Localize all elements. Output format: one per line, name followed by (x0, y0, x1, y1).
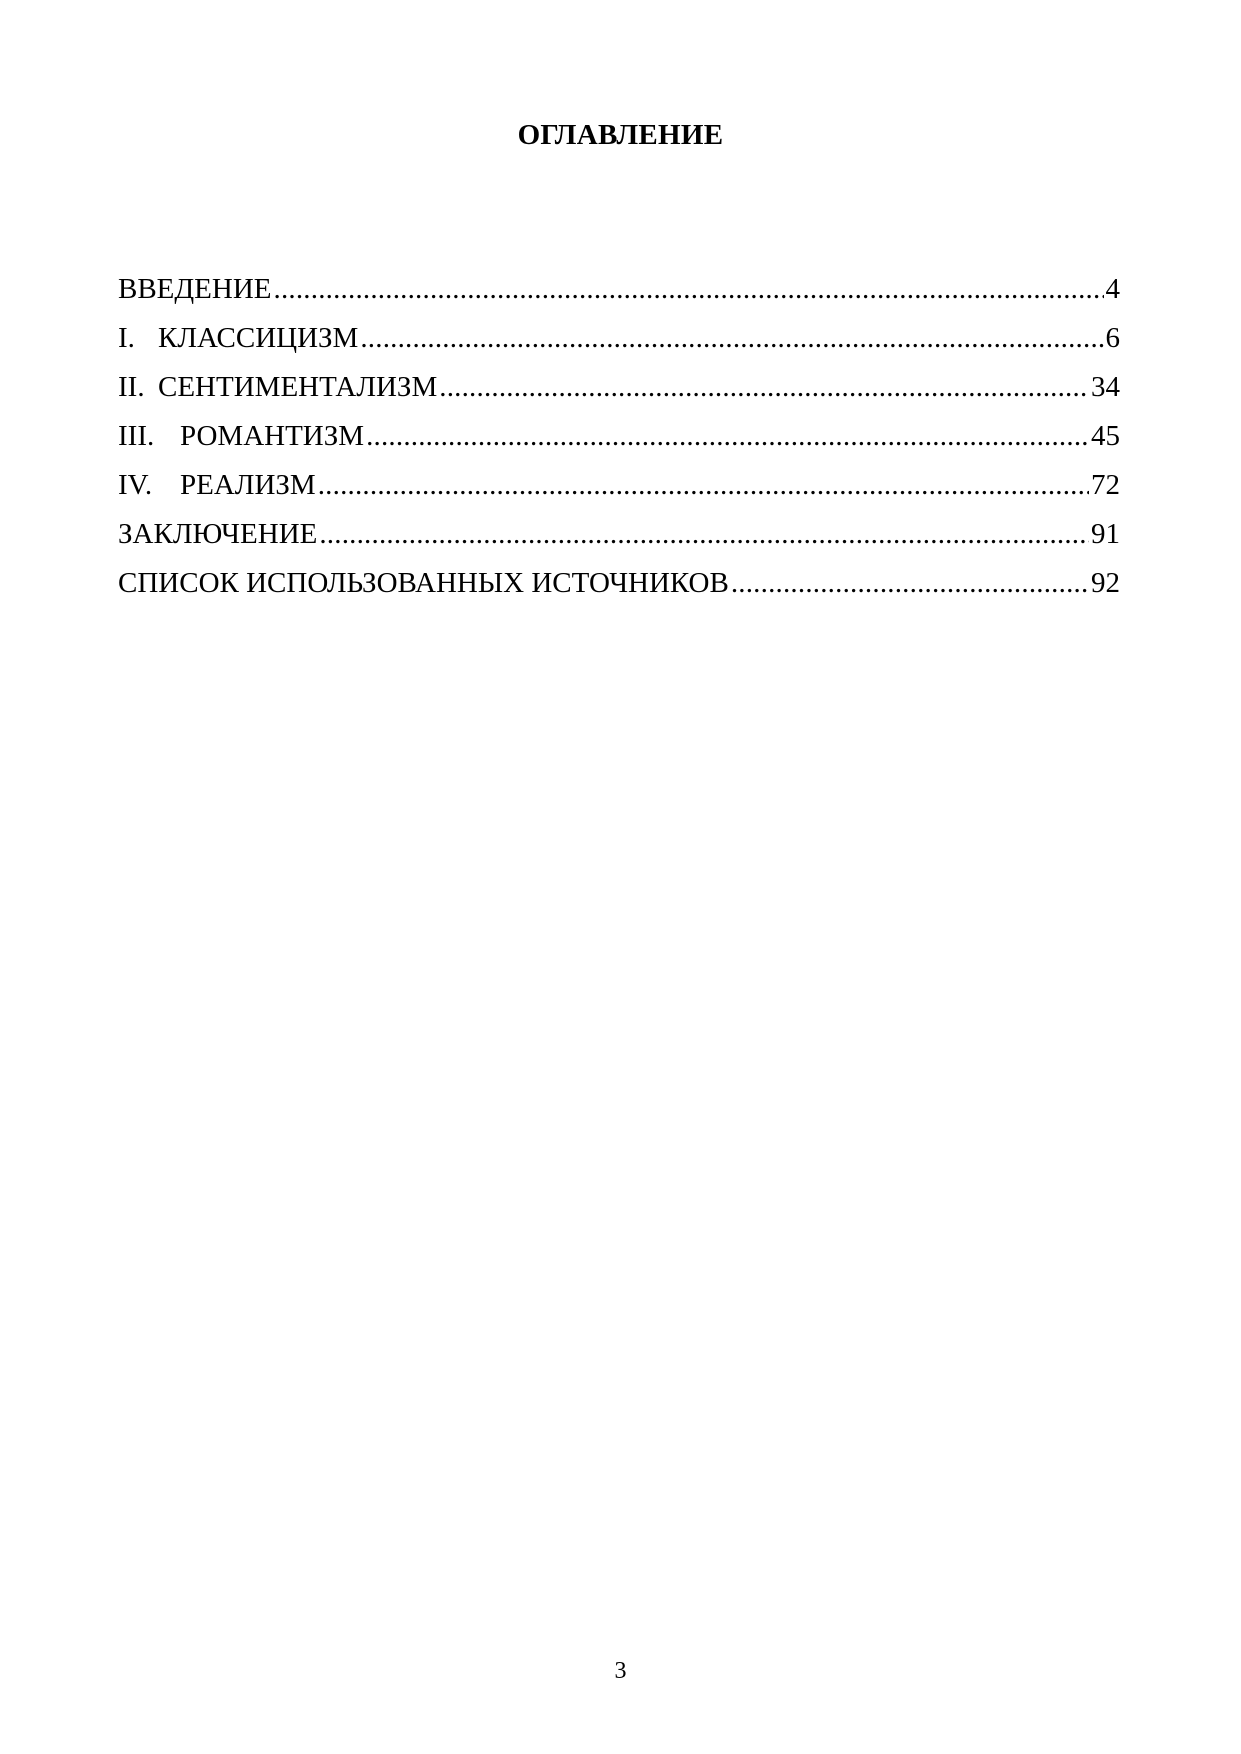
toc-entry-label: СЕНТИМЕНТАЛИЗМ (158, 371, 438, 403)
toc-entry-romanticism[interactable] (118, 412, 1120, 461)
toc-dot-leader (731, 559, 1089, 608)
toc-entry-realism[interactable] (118, 461, 1120, 510)
toc-dot-leader (319, 510, 1089, 559)
toc-entry-sentimentalism[interactable] (118, 363, 1120, 412)
toc-entry-page: 4 (1105, 273, 1120, 305)
toc-dot-leader (360, 314, 1103, 363)
toc-entry-number: IV. (118, 469, 153, 501)
toc-entry-label: СПИСОК ИСПОЛЬЗОВАННЫХ ИСТОЧНИКОВ (118, 567, 729, 599)
page-number: 3 (614, 1658, 627, 1684)
toc-entry-page: 45 (1091, 420, 1120, 452)
toc-dot-leader (439, 363, 1089, 412)
toc-dot-leader (366, 412, 1089, 461)
toc-entry-label: ВВЕДЕНИЕ (118, 273, 272, 305)
toc-entry-conclusion[interactable] (118, 510, 1120, 559)
toc-entry-label: РЕАЛИЗМ (180, 469, 316, 501)
toc-entry-page: 34 (1091, 371, 1120, 403)
toc-entry-introduction[interactable] (118, 265, 1120, 314)
toc-entry-page: 72 (1091, 469, 1120, 501)
toc-entry-page: 6 (1105, 322, 1120, 354)
toc-entry-classicism[interactable] (118, 314, 1120, 363)
table-of-contents (118, 265, 1120, 608)
toc-entry-label: ЗАКЛЮЧЕНИЕ (118, 518, 318, 550)
toc-entry-label: РОМАНТИЗМ (180, 420, 365, 452)
toc-title: ОГЛАВЛЕНИЕ (517, 119, 724, 151)
toc-entry-page: 91 (1091, 518, 1120, 550)
toc-entry-page: 92 (1091, 567, 1120, 599)
toc-entry-label: КЛАССИЦИЗМ (158, 322, 359, 354)
toc-entry-number: II. (118, 371, 145, 403)
toc-entry-number: III. (118, 420, 155, 452)
toc-entry-number: I. (118, 322, 135, 354)
toc-dot-leader (318, 461, 1089, 510)
toc-dot-leader (274, 265, 1104, 314)
toc-entry-references[interactable] (118, 559, 1120, 608)
